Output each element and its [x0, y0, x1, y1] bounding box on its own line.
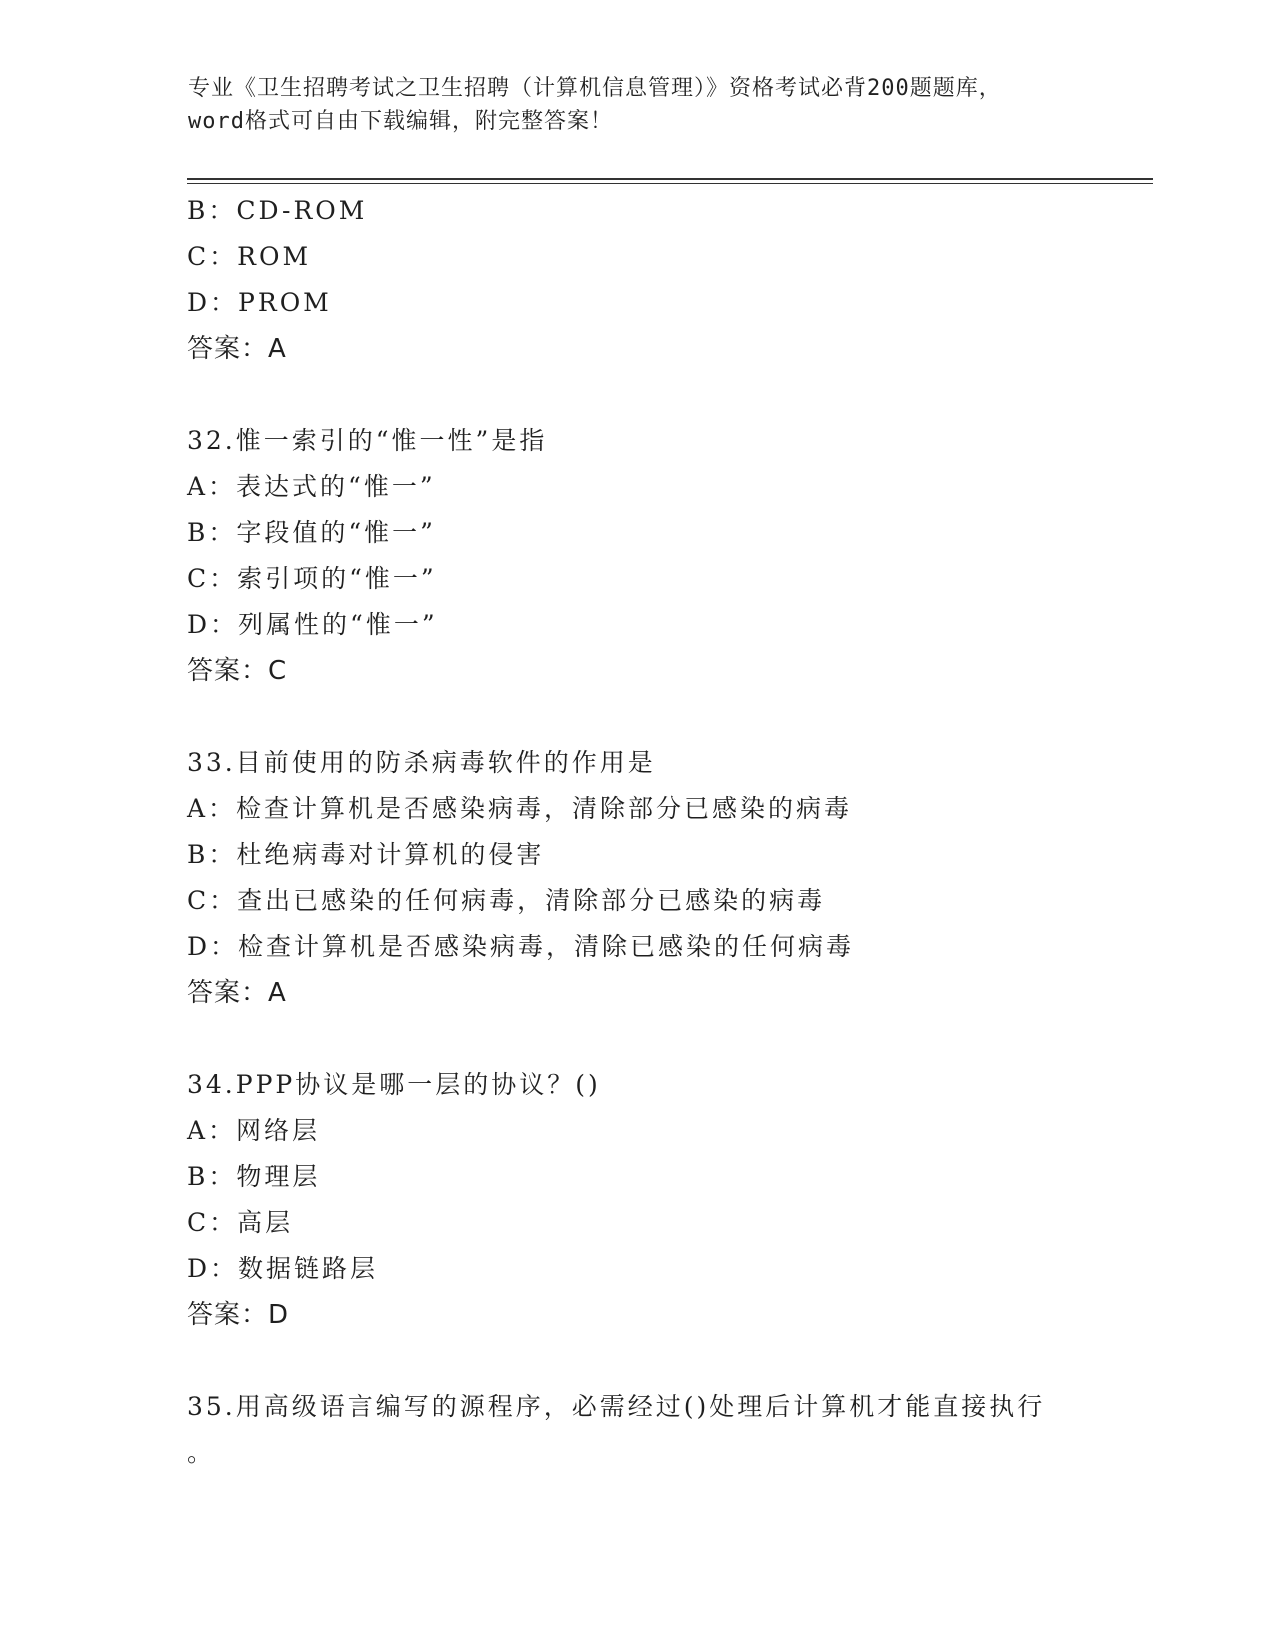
- spacer: [187, 1338, 1147, 1384]
- option-a: A：网络层: [187, 1116, 321, 1145]
- answer-line: 答案：A: [187, 334, 287, 364]
- answer-line: 答案：A: [187, 978, 287, 1008]
- option-d: D：数据链路层: [187, 1254, 379, 1283]
- option-b: B：CD-ROM: [187, 196, 368, 225]
- question-33: [187, 740, 1147, 1016]
- option-c: C：索引项的“惟一”: [187, 564, 437, 593]
- question-32: [187, 418, 1147, 694]
- question-stem: 35.用高级语言编写的源程序，必需经过()处理后计算机才能直接执行: [187, 1392, 1046, 1421]
- option-b: B：物理层: [187, 1162, 321, 1191]
- option-d: D：列属性的“惟一”: [187, 610, 438, 639]
- document-header: [188, 72, 1088, 138]
- option-c: C：高层: [187, 1208, 294, 1237]
- question-stem-continued: 。: [187, 1438, 216, 1467]
- spacer: [187, 1016, 1147, 1062]
- question-31-partial: [187, 188, 1147, 372]
- option-c: C：查出已感染的任何病毒，清除部分已感染的病毒: [187, 886, 826, 915]
- option-d: D：PROM: [187, 288, 332, 317]
- option-b: B：杜绝病毒对计算机的侵害: [187, 840, 545, 869]
- answer-line: 答案：C: [187, 656, 288, 686]
- option-a: A：检查计算机是否感染病毒，清除部分已感染的病毒: [187, 794, 853, 823]
- option-d: D：检查计算机是否感染病毒，清除已感染的任何病毒: [187, 932, 855, 961]
- question-stem: 33.目前使用的防杀病毒软件的作用是: [187, 748, 656, 777]
- question-content: [187, 188, 1147, 1476]
- answer-line: 答案：D: [187, 1300, 290, 1330]
- spacer: [187, 372, 1147, 418]
- question-stem: 32.惟一索引的“惟一性”是指: [187, 426, 548, 455]
- question-stem: 34.PPP协议是哪一层的协议？(): [187, 1070, 601, 1099]
- spacer: [187, 694, 1147, 740]
- header-line-2: word格式可自由下载编辑，附完整答案！: [188, 109, 613, 134]
- question-35: [187, 1384, 1147, 1476]
- option-c: C：ROM: [187, 242, 312, 271]
- header-divider-thick: [187, 178, 1153, 180]
- question-34: [187, 1062, 1147, 1338]
- option-a: A：表达式的“惟一”: [187, 472, 436, 501]
- header-line-1: 专业《卫生招聘考试之卫生招聘（计算机信息管理）》资格考试必背200题题库，: [188, 76, 1002, 101]
- header-divider-thin: [187, 183, 1153, 184]
- option-b: B：字段值的“惟一”: [187, 518, 436, 547]
